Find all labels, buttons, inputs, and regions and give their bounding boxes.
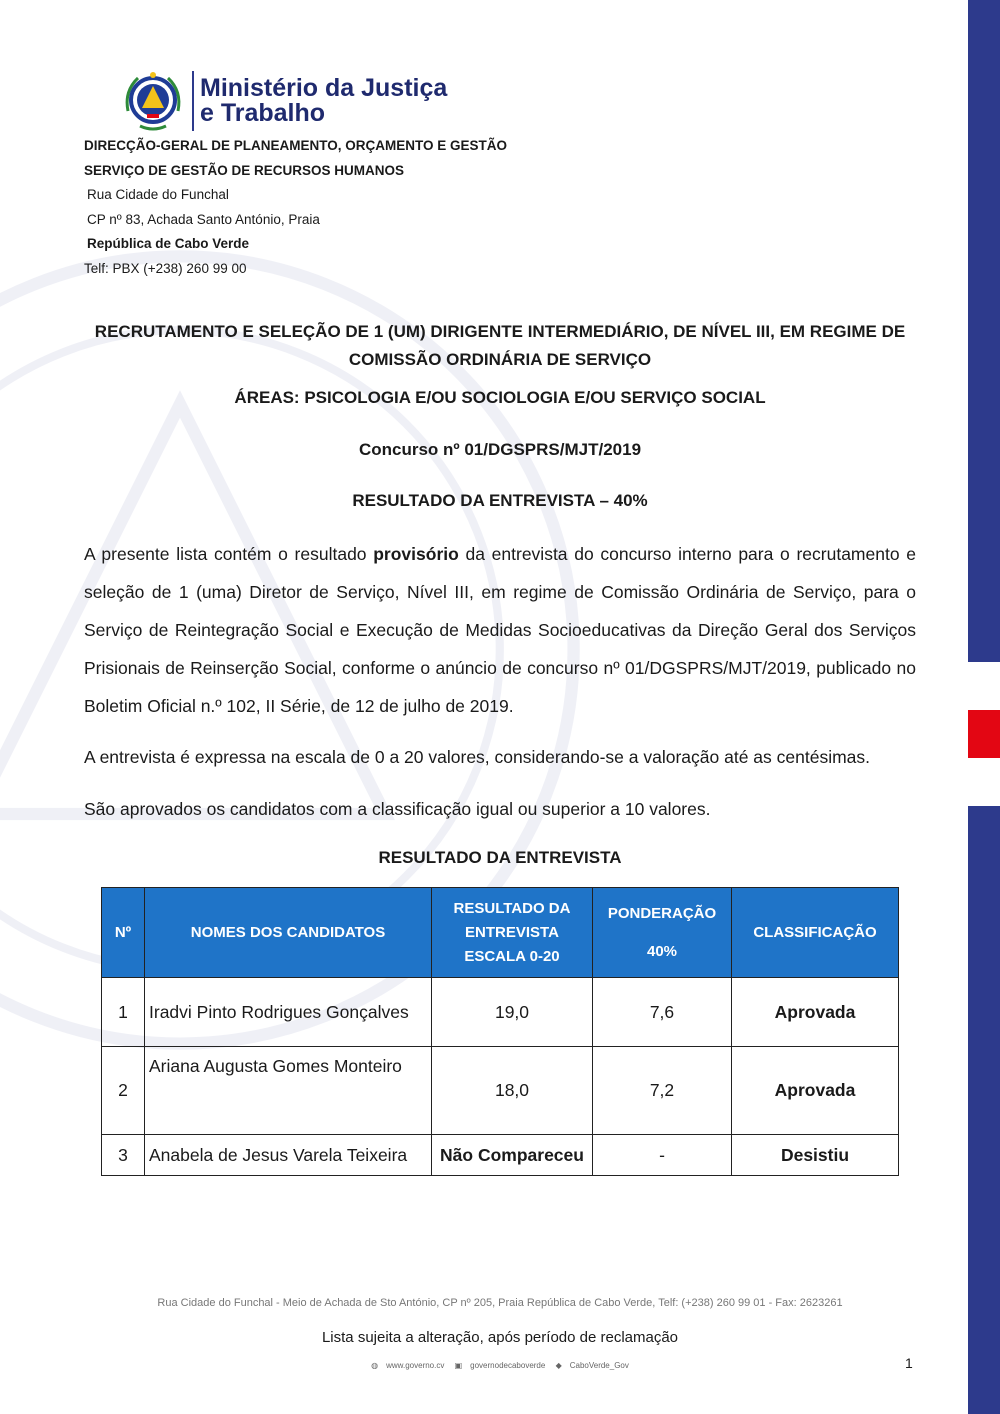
results-table [101, 887, 899, 1176]
row-result: Não Compareceu [432, 1135, 593, 1176]
globe-icon: ◍ [371, 1361, 379, 1370]
sender-address-block [84, 134, 507, 281]
scale-paragraph: A entrevista é expressa na escala de 0 a 20 valores, considerando-se a valoração até as centésimas. [84, 747, 871, 767]
ministry-name-line1: Ministério da Justiça [200, 74, 448, 102]
page-number: 1 [905, 1355, 913, 1371]
row-weight: - [593, 1135, 732, 1176]
ministry-name [200, 76, 447, 126]
table-header-row [102, 888, 899, 978]
row-class: Aprovada [732, 978, 899, 1047]
header-postal: CP nº 83, Achada Santo António, Praia [87, 211, 320, 227]
side-bar-red [968, 710, 1000, 758]
document-title: RECRUTAMENTO E SELEÇÃO DE 1 (UM) DIRIGENTE INTERMEDIÁRIO, DE NÍVEL III, EM REGIME DE COMISSÃO ORDINÁRIA DE SERVIÇO [94, 322, 906, 369]
header-weight [593, 888, 732, 978]
logo-divider [192, 71, 194, 131]
row-name: Anabela de Jesus Varela Teixeira [145, 1135, 432, 1176]
areas-title: ÁREAS: PSICOLOGIA E/OU SOCIOLOGIA E/OU SERVIÇO SOCIAL [234, 388, 766, 407]
ministry-logo [118, 66, 447, 136]
ministry-name-line2: e Trabalho [200, 99, 326, 127]
row-result: 19,0 [432, 978, 593, 1047]
header-weight-label: PONDERAÇÃO [607, 904, 717, 922]
row-num: 2 [102, 1047, 145, 1135]
twitter-icon: ◆ [555, 1361, 562, 1370]
intro-text-a: A presente lista contém o resultado [84, 544, 374, 564]
header-service: SERVIÇO DE GESTÃO DE RECURSOS HUMANOS [84, 162, 405, 178]
row-class: Desistiu [732, 1135, 899, 1176]
header-street: Rua Cidade do Funchal [87, 187, 229, 202]
footer-address: Rua Cidade do Funchal - Meio de Achada de Sto António, CP nº 205, Praia República de Cabo Verde, Telf: (+238) 260 99 01 - Fax: 2623261 [157, 1297, 843, 1309]
header-num: Nº [102, 888, 145, 978]
result-heading: RESULTADO DA ENTREVISTA – 40% [352, 491, 648, 510]
table-row [102, 1047, 899, 1135]
row-num: 1 [102, 978, 145, 1047]
header-directorate: DIRECÇÃO-GERAL DE PLANEAMENTO, ORÇAMENTO E GESTÃO [84, 138, 508, 153]
row-result: 18,0 [432, 1047, 593, 1135]
table-row [102, 1135, 899, 1176]
footer-social [84, 1361, 916, 1370]
social-web: www.governo.cv [386, 1361, 445, 1370]
intro-text-bold: provisório [373, 544, 459, 564]
social-twitter: CaboVerde_Gov [569, 1361, 629, 1370]
row-weight: 7,6 [593, 978, 732, 1047]
contest-number: Concurso nº 01/DGSPRS/MJT/2019 [358, 440, 642, 459]
header-class: CLASSIFICAÇÃO [732, 888, 899, 978]
table-row [102, 978, 899, 1047]
approval-paragraph: São aprovados os candidatos com a classificação igual ou superior a 10 valores. [84, 799, 711, 819]
row-name: Iradvi Pinto Rodrigues Gonçalves [145, 978, 432, 1047]
table-title: RESULTADO DA ENTREVISTA [378, 848, 622, 867]
row-num: 3 [102, 1135, 145, 1176]
row-class: Aprovada [732, 1047, 899, 1135]
intro-text-b: da entrevista do concurso interno para o recrutamento e seleção de 1 (uma) Diretor de Serviço, Nível III, em regime de Comissão Ordinária de Serviço, para o Serviço de Reintegração Social e Execução de Medidas Socioeducativas da Direção Geral dos Serviços Prisionais de Reinserção Social, conforme o anúncio de concurso nº 01/DGSPRS/MJT/2019, publicado no Boletim Oficial n.º 102, II Série, de 12 de julho de 2019. [84, 544, 917, 716]
row-name: Ariana Augusta Gomes Monteiro [145, 1047, 432, 1135]
header-weight-value: 40% [646, 942, 678, 960]
intro-paragraph [84, 535, 916, 725]
side-bar-blue-bottom [968, 806, 1000, 1414]
facebook-icon: ▣ [454, 1361, 463, 1370]
social-facebook: governodecaboverde [470, 1361, 546, 1370]
header-names: NOMES DOS CANDIDATOS [145, 888, 432, 978]
row-weight: 7,2 [593, 1047, 732, 1135]
header-phone: Telf: PBX (+238) 260 99 00 [84, 260, 247, 276]
side-bar-blue-top [968, 0, 1000, 662]
header-country: República de Cabo Verde [87, 236, 250, 251]
footer-note: Lista sujeita a alteração, após período de reclamação [321, 1329, 679, 1346]
header-result: RESULTADO DA ENTREVISTA ESCALA 0-20 [432, 888, 593, 978]
coat-of-arms-icon [118, 66, 188, 136]
